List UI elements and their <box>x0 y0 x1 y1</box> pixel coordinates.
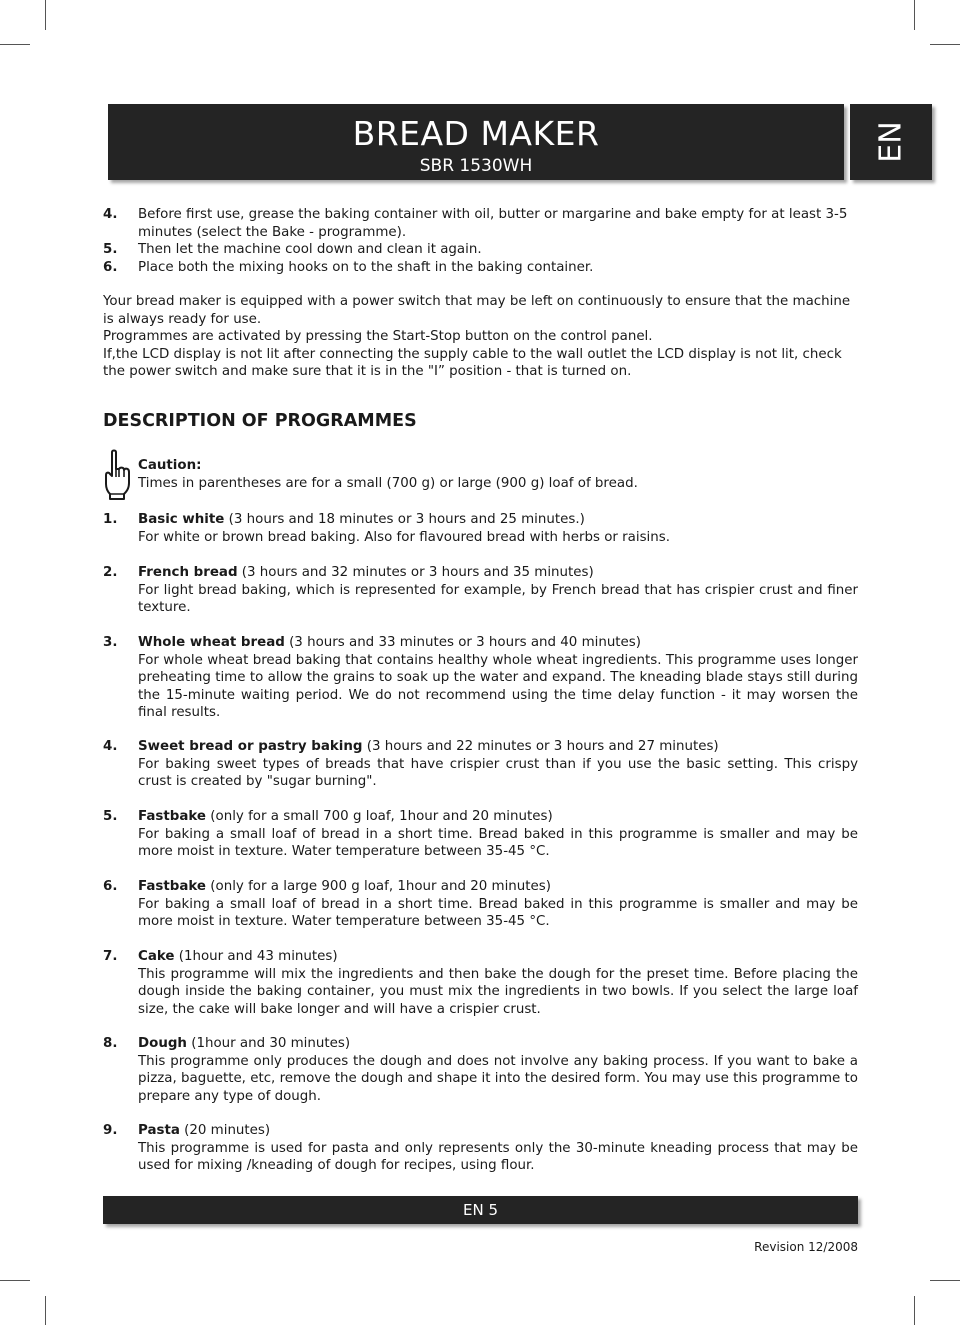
programme-name: Sweet bread or pastry baking <box>138 739 363 754</box>
header-banner <box>108 104 844 180</box>
crop-mark <box>914 0 915 30</box>
programme-name: Fastbake <box>138 879 207 894</box>
intro-paragraph: Programmes are activated by pressing the Start-Stop button on the control panel. <box>103 329 653 344</box>
programme-time: (only for a small 700 g loaf, 1hour and 20 minutes) <box>206 809 553 824</box>
programme-item <box>103 511 858 546</box>
setup-step <box>103 259 858 277</box>
programme-number: 8. <box>103 1036 118 1051</box>
programme-description: For baking a small loaf of bread in a short time. Bread baked in this programme is smaller and may be more moist in texture. Water temperature between 35-45 °C. <box>138 896 858 929</box>
programme-time: (3 hours and 32 minutes or 3 hours and 35 minutes) <box>237 565 594 580</box>
programme-description: For light bread baking, which is represented for example, by French bread that has crispier crust and finer texture. <box>138 582 858 615</box>
programme-item <box>103 1035 858 1105</box>
caution-note <box>103 448 858 492</box>
step-number: 4. <box>103 207 118 222</box>
crop-mark <box>0 1280 30 1281</box>
step-number: 5. <box>103 242 118 257</box>
page-number-bar <box>103 1196 858 1224</box>
programme-item <box>103 634 858 722</box>
setup-steps <box>103 206 858 276</box>
intro-text <box>103 293 858 381</box>
setup-step <box>103 206 858 241</box>
programme-name: Fastbake <box>138 809 207 824</box>
programme-item <box>103 564 858 617</box>
programme-description: For whole wheat bread baking that contains healthy whole wheat ingredients. This programme uses longer preheating time to allow the grains to soak up the water and expand. The kneading blade stays still during the 15-minute waiting period. We do not recommend using the time delay function - it may worsen the final results. <box>138 652 858 720</box>
crop-mark <box>0 44 30 45</box>
section-title: DESCRIPTION OF PROGRAMMES <box>103 411 417 431</box>
programme-time: (1hour and 43 minutes) <box>174 949 338 964</box>
programme-number: 6. <box>103 879 118 894</box>
programme-time: (3 hours and 18 minutes or 3 hours and 25 minutes.) <box>224 512 585 527</box>
programme-description: For baking a small loaf of bread in a short time. Bread baked in this programme is smaller and may be more moist in texture. Water temperature between 35-45 °C. <box>138 826 858 859</box>
programme-description: This programme will mix the ingredients and then bake the dough for the preset time. Before placing the dough inside the baking container, you must mix the ingredients in two bowls. If you select the large loaf size, the cake will bake longer and will have a crispier crust. <box>138 966 858 1017</box>
step-text: Then let the machine cool down and clean it again. <box>138 242 482 257</box>
language-tab <box>850 104 932 180</box>
programme-item <box>103 738 858 791</box>
crop-mark <box>930 44 960 45</box>
programme-time: (1hour and 30 minutes) <box>186 1036 351 1051</box>
programme-item <box>103 948 858 1018</box>
programme-number: 7. <box>103 949 118 964</box>
crop-mark <box>930 1280 960 1281</box>
step-text: Place both the mixing hooks on to the shaft in the baking container. <box>138 259 594 275</box>
programme-item <box>103 878 858 931</box>
document-title: BREAD MAKER <box>352 114 600 153</box>
programme-description: This programme is used for pasta and only represents only the 30-minute kneading process that may be used for mixing /kneading of dough for recipes, using flour. <box>138 1140 858 1173</box>
programme-name: Whole wheat bread <box>138 635 285 650</box>
model-number: SBR 1530WH <box>419 156 533 176</box>
programme-time: (3 hours and 33 minutes or 3 hours and 40 minutes) <box>284 635 642 650</box>
programme-name: French bread <box>138 565 238 580</box>
programme-name: Cake <box>138 949 175 964</box>
programme-number: 1. <box>103 512 118 527</box>
programme-number: 3. <box>103 635 118 650</box>
programme-time: (only for a large 900 g loaf, 1hour and 20 minutes) <box>206 879 551 894</box>
language-tab-label: EN <box>873 121 909 163</box>
programme-name: Pasta <box>138 1123 180 1138</box>
programme-description: For white or brown bread baking. Also for flavoured bread with herbs or raisins. <box>138 529 670 545</box>
programme-name: Dough <box>138 1036 187 1051</box>
programme-number: 5. <box>103 809 118 824</box>
revision-label: Revision 12/2008 <box>754 1240 858 1254</box>
caution-text: Times in parentheses are for a small (700 g) or large (900 g) loaf of bread. <box>138 475 638 491</box>
crop-mark <box>45 0 46 30</box>
programme-number: 9. <box>103 1123 118 1138</box>
crop-mark <box>914 1296 915 1325</box>
pointing-hand-icon <box>103 449 133 501</box>
programme-number: 4. <box>103 739 118 754</box>
page-number: EN 5 <box>462 1201 498 1219</box>
caution-label: Caution: <box>138 458 202 473</box>
intro-paragraph: If,the LCD display is not lit after connecting the supply cable to the wall outlet the LCD display is not lit, check the power switch and make sure that it is in the "I” position - that is turned on. <box>103 346 842 379</box>
step-text: Before first use, grease the baking container with oil, butter or margarine and bake empty for at least 3-5 minutes (select the Bake - programme). <box>138 207 848 240</box>
programme-description: This programme only produces the dough and does not involve any baking process. If you want to bake a pizza, baguette, etc, remove the dough and shape it into the desired form. You may use this programme to prepare any type of dough. <box>138 1053 858 1104</box>
programme-item <box>103 1122 858 1175</box>
programme-item <box>103 808 858 861</box>
programme-number: 2. <box>103 565 118 580</box>
crop-mark <box>45 1296 46 1325</box>
step-number: 6. <box>103 259 118 275</box>
programme-time: (20 minutes) <box>179 1123 271 1138</box>
programme-description: For baking sweet types of breads that have crispier crust than if you use the basic setting. This crispy crust is created by "sugar burning". <box>138 756 858 789</box>
intro-paragraph: Your bread maker is equipped with a power switch that may be left on continuously to ensure that the machine is always ready for use. <box>103 294 851 327</box>
programme-time: (3 hours and 22 minutes or 3 hours and 27 minutes) <box>362 739 719 754</box>
setup-step <box>103 241 858 259</box>
programme-name: Basic white <box>138 512 225 527</box>
